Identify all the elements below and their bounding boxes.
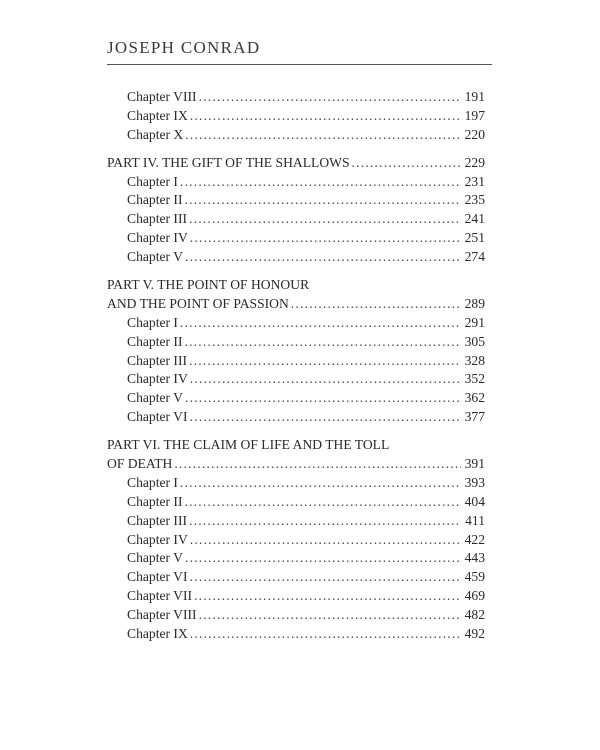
toc-entry-label: Chapter II: [127, 192, 183, 208]
dot-leader: [185, 248, 461, 267]
toc-entry[interactable]: [107, 587, 485, 606]
toc-part-page: 229: [464, 154, 485, 170]
toc-part-page: 391: [464, 456, 485, 472]
toc-part-title-line[interactable]: PART V. THE POINT OF HONOUR: [107, 277, 310, 293]
toc-entry[interactable]: [107, 248, 485, 267]
dot-leader: [199, 606, 461, 625]
toc-entry-page: 352: [464, 371, 485, 387]
toc-section-part-vi: [107, 436, 485, 644]
toc-entry-label: Chapter III: [127, 211, 188, 227]
toc-entry-page: 231: [464, 173, 485, 189]
toc-entry-page: 411: [465, 512, 485, 528]
toc-entry-page: 393: [464, 474, 485, 490]
dot-leader: [184, 333, 460, 352]
dot-leader: [174, 455, 460, 474]
toc-part-entry[interactable]: [107, 295, 485, 314]
toc-part-label: OF DEATH: [107, 456, 173, 472]
dot-leader: [199, 88, 461, 107]
toc-entry-label: Chapter VII: [127, 588, 193, 604]
toc-part-entry[interactable]: [107, 154, 485, 173]
toc-entry-page: 241: [464, 211, 485, 227]
toc-entry[interactable]: [107, 493, 485, 512]
toc-entry-page: 404: [464, 493, 485, 509]
toc-entry-label: Chapter II: [127, 493, 183, 509]
dot-leader: [190, 107, 461, 126]
dot-leader: [190, 408, 461, 427]
dot-leader: [190, 625, 461, 644]
toc-entry-page: 377: [464, 409, 485, 425]
toc-part-label: AND THE POINT OF PASSION: [107, 295, 289, 311]
toc-entry-page: 305: [464, 333, 485, 349]
toc-entry-label: Chapter VI: [127, 569, 188, 585]
dot-leader: [185, 389, 461, 408]
toc-entry-page: 197: [464, 107, 485, 123]
toc-entry[interactable]: [107, 352, 485, 371]
toc-entry-page: 422: [464, 531, 485, 547]
dot-leader: [185, 549, 461, 568]
toc-entry-label: Chapter V: [127, 550, 184, 566]
toc-part-label: PART IV. THE GIFT OF THE SHALLOWS: [107, 154, 350, 170]
toc-section-part-iv: [107, 154, 485, 267]
toc-entry-label: Chapter IV: [127, 531, 188, 547]
toc-entry-page: 235: [464, 192, 485, 208]
toc-entry[interactable]: [107, 370, 485, 389]
toc-entry-page: 492: [464, 626, 485, 642]
toc-entry[interactable]: [107, 606, 485, 625]
toc-entry[interactable]: [107, 531, 485, 550]
toc-entry-label: Chapter III: [127, 512, 188, 528]
toc-entry[interactable]: [107, 314, 485, 333]
toc-entry-page: 328: [464, 352, 485, 368]
dot-leader: [189, 512, 461, 531]
toc-entry-label: Chapter IV: [127, 230, 188, 246]
toc-entry[interactable]: [107, 389, 485, 408]
toc-entry[interactable]: [107, 229, 485, 248]
dot-leader: [190, 531, 461, 550]
dot-leader: [189, 352, 461, 371]
toc-entry-page: 459: [464, 569, 485, 585]
dot-leader: [184, 191, 460, 210]
toc-part-title-line[interactable]: PART VI. THE CLAIM OF LIFE AND THE TOLL: [107, 437, 390, 453]
toc-entry-label: Chapter II: [127, 333, 183, 349]
toc-part-entry[interactable]: [107, 455, 485, 474]
toc-entry-label: Chapter V: [127, 249, 184, 265]
toc-entry[interactable]: [107, 625, 485, 644]
toc-entry[interactable]: [107, 568, 485, 587]
toc-entry-label: Chapter X: [127, 126, 184, 142]
toc-entry-page: 362: [464, 390, 485, 406]
toc-entry[interactable]: [107, 333, 485, 352]
toc-entry-page: 220: [464, 126, 485, 142]
header-rule: [107, 64, 492, 65]
toc-entry-page: 274: [464, 249, 485, 265]
toc-entry-label: Chapter III: [127, 352, 188, 368]
toc-section-part-v: [107, 276, 485, 427]
toc-entry-page: 291: [464, 314, 485, 330]
dot-leader: [180, 474, 461, 493]
toc-entry[interactable]: [107, 191, 485, 210]
toc-entry[interactable]: [107, 173, 485, 192]
toc-entry-page: 482: [464, 607, 485, 623]
toc-entry[interactable]: [107, 549, 485, 568]
toc-entry[interactable]: [107, 474, 485, 493]
toc-section-continued: [107, 88, 485, 145]
toc-entry-label: Chapter VIII: [127, 607, 197, 623]
dot-leader: [190, 568, 461, 587]
toc-entry-page: 251: [464, 230, 485, 246]
toc-entry[interactable]: [107, 126, 485, 145]
dot-leader: [190, 229, 461, 248]
toc-entry-page: 469: [464, 588, 485, 604]
table-of-contents: [107, 88, 485, 653]
dot-leader: [185, 126, 460, 145]
toc-entry-label: Chapter I: [127, 474, 178, 490]
toc-entry-page: 191: [464, 89, 485, 104]
toc-entry[interactable]: [107, 408, 485, 427]
toc-entry-label: Chapter VI: [127, 409, 188, 425]
toc-entry-label: Chapter V: [127, 390, 184, 406]
toc-entry-label: Chapter VIII: [127, 89, 197, 104]
running-header: JOSEPH CONRAD: [107, 38, 261, 57]
toc-entry-label: Chapter I: [127, 314, 178, 330]
toc-part-page: 289: [464, 295, 485, 311]
dot-leader: [291, 295, 461, 314]
dot-leader: [190, 370, 461, 389]
toc-entry-page: 443: [464, 550, 485, 566]
toc-entry[interactable]: [107, 512, 485, 531]
toc-entry-label: Chapter I: [127, 173, 178, 189]
dot-leader: [180, 314, 461, 333]
dot-leader: [352, 154, 461, 173]
dot-leader: [189, 210, 461, 229]
toc-entry-label: Chapter IX: [127, 107, 188, 123]
toc-entry-label: Chapter IX: [127, 626, 188, 642]
dot-leader: [194, 587, 461, 606]
toc-entry-label: Chapter IV: [127, 371, 188, 387]
dot-leader: [184, 493, 460, 512]
dot-leader: [180, 173, 461, 192]
toc-entry[interactable]: [107, 210, 485, 229]
toc-entry[interactable]: [107, 107, 485, 126]
toc-entry[interactable]: [107, 88, 485, 107]
